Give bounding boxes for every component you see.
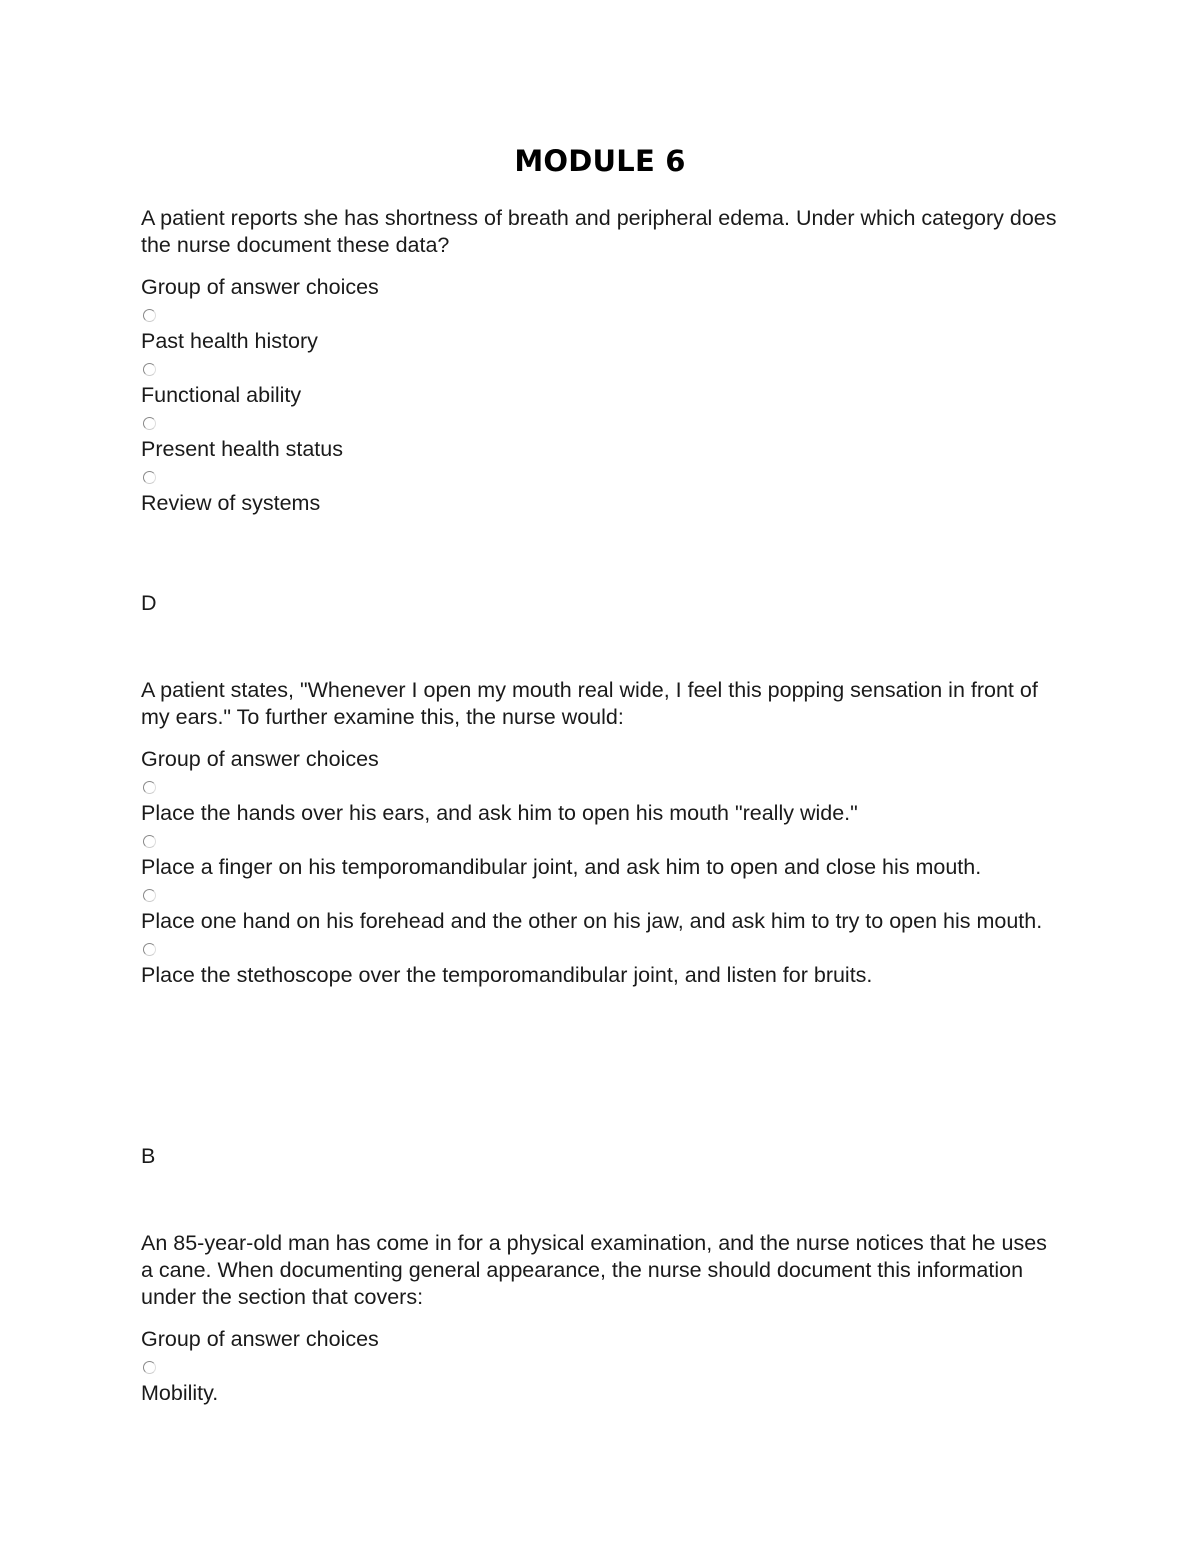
choice-label: Place the hands over his ears, and ask him to open his mouth "really wide." bbox=[141, 801, 858, 825]
choice-label: Place the stethoscope over the temporomandibular joint, and listen for bruits. bbox=[141, 963, 873, 987]
page-title: MODULE 6 bbox=[514, 144, 686, 178]
question-3-text: An 85-year-old man has come in for a physical examination, and the nurse notices that he uses a cane. When documenting general appearance, the nurse should document this information under the section that covers: bbox=[141, 1231, 1047, 1309]
question-1-choice-4[interactable] bbox=[141, 471, 1059, 517]
question-2-group-label: Group of answer choices bbox=[141, 747, 379, 771]
question-2-answer: B bbox=[141, 1144, 156, 1168]
question-3 bbox=[141, 1230, 1059, 1407]
choice-label: Mobility. bbox=[141, 1381, 219, 1405]
radio-button-icon[interactable] bbox=[143, 417, 156, 430]
radio-button-icon[interactable] bbox=[143, 309, 156, 322]
radio-button-icon[interactable] bbox=[143, 781, 156, 794]
question-2-text: A patient states, "Whenever I open my mouth real wide, I feel this popping sensation in front of my ears." To further examine this, the nurse would: bbox=[141, 678, 1038, 729]
radio-button-icon[interactable] bbox=[143, 471, 156, 484]
question-1-choice-1[interactable] bbox=[141, 309, 1059, 355]
choice-label: Review of systems bbox=[141, 491, 321, 515]
question-1-choice-3[interactable] bbox=[141, 417, 1059, 463]
question-1 bbox=[141, 205, 1059, 517]
question-2-choice-2[interactable] bbox=[141, 835, 1059, 881]
question-1-group-label: Group of answer choices bbox=[141, 275, 379, 299]
question-2-choice-1[interactable] bbox=[141, 781, 1059, 827]
choice-label: Past health history bbox=[141, 329, 318, 353]
radio-button-icon[interactable] bbox=[143, 889, 156, 902]
question-2-choice-3[interactable] bbox=[141, 889, 1059, 935]
question-1-choice-2[interactable] bbox=[141, 363, 1059, 409]
choice-label: Functional ability bbox=[141, 383, 302, 407]
radio-button-icon[interactable] bbox=[143, 943, 156, 956]
choice-label: Place a finger on his temporomandibular joint, and ask him to open and close his mouth. bbox=[141, 855, 982, 879]
question-3-group-label: Group of answer choices bbox=[141, 1327, 379, 1351]
question-2 bbox=[141, 677, 1059, 989]
question-1-text: A patient reports she has shortness of breath and peripheral edema. Under which category does the nurse document these data? bbox=[141, 206, 1057, 257]
question-2-choice-4[interactable] bbox=[141, 943, 1059, 989]
radio-button-icon[interactable] bbox=[143, 363, 156, 376]
question-3-choice-1[interactable] bbox=[141, 1361, 1059, 1407]
radio-button-icon[interactable] bbox=[143, 835, 156, 848]
choice-label: Place one hand on his forehead and the other on his jaw, and ask him to try to open his mouth. bbox=[141, 909, 1043, 933]
choice-label: Present health status bbox=[141, 437, 343, 461]
radio-button-icon[interactable] bbox=[143, 1361, 156, 1374]
question-1-answer: D bbox=[141, 591, 157, 615]
